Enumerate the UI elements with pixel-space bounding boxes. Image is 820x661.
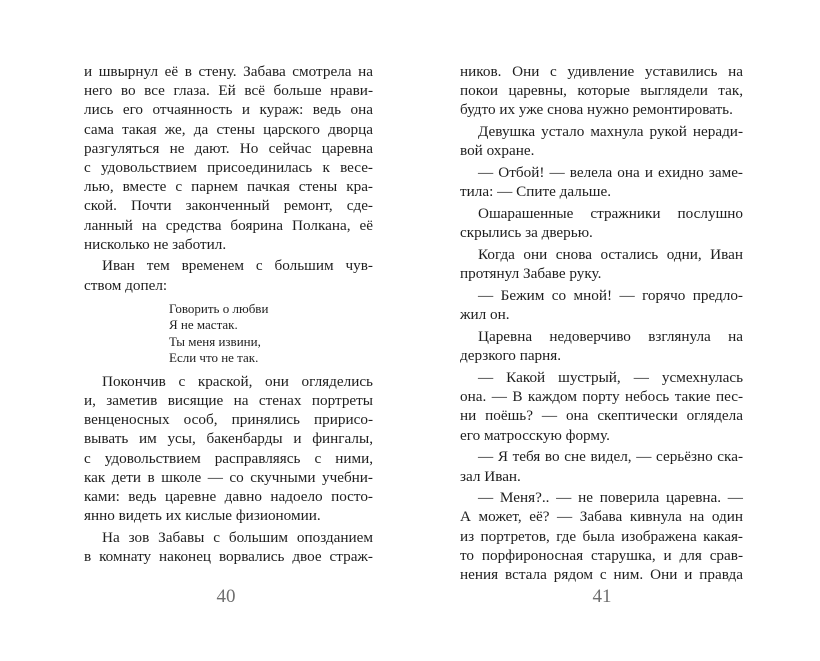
paragraph — [460, 286, 743, 324]
text-line: с удовольствием присоединилась к весе- — [84, 158, 373, 176]
text-line: На зов Забавы с большим опозданием — [102, 528, 373, 546]
paragraph — [460, 62, 743, 120]
text-line: — Какой шустрый, — усмехнулась — [478, 368, 743, 386]
paragraph — [460, 327, 743, 365]
text-line: ников. Они с удивление уставились на — [460, 63, 743, 80]
paragraph — [460, 447, 743, 485]
text-line: из портретов, где была изображена какая- — [460, 527, 743, 545]
text-line: зал Иван. — [460, 467, 521, 485]
text-line: вывать им усы, бакенбарды и фингалы, — [84, 430, 373, 448]
right-page-text — [460, 62, 743, 587]
poem-line: Ты меня извини, — [169, 333, 261, 349]
paragraph — [460, 368, 743, 445]
text-line: Когда они снова остались одни, Иван — [478, 246, 743, 264]
text-line: ланный на средства боярина Полкана, её — [84, 216, 373, 234]
text-line: — Отбой! — велела она и ехидно заме- — [478, 164, 743, 182]
poem-line: Если что не так. — [169, 350, 259, 366]
text-line: Иван тем временем с большим чув- — [102, 257, 373, 275]
text-line: в комнату наконец ворвались двое страж- — [84, 548, 373, 566]
text-line: разгуляться не дают. Но сейчас царевна — [84, 139, 373, 157]
text-line: нения встала рядом с ним. Они и правда — [460, 566, 743, 584]
text-line: дерзкого парня. — [460, 347, 562, 365]
text-line: Девушка устало махнула рукой неради- — [478, 123, 743, 141]
text-line: него во все глаза. Ей всё больше нрави- — [84, 82, 373, 100]
poem-stanza — [169, 301, 373, 367]
text-line: с удовольствием расправляясь с ними, — [84, 449, 373, 467]
paragraph — [460, 204, 743, 242]
page-number-left: 40 — [216, 586, 236, 607]
paragraph — [84, 528, 373, 566]
text-line: она. — В каждом порту небось такие пес- — [460, 388, 743, 406]
text-line: ством допел: — [84, 276, 168, 294]
text-line: Покончив с краской, они огляделись — [102, 372, 373, 390]
text-line: ками: ведь царевне давно надоело посто- — [84, 487, 373, 505]
text-line: и, заметив висящие на стенах портреты — [84, 392, 373, 410]
text-line: вой охране. — [460, 142, 535, 160]
paragraph — [460, 245, 743, 283]
text-line: протянул Забаве руку. — [460, 265, 602, 283]
text-line: Ошарашенные стражники послушно — [478, 205, 743, 223]
paragraph — [460, 122, 743, 160]
text-line: венценосных особ, принялись пририсо- — [84, 411, 373, 429]
poem-line: Говорить о любви — [169, 300, 269, 316]
text-line: А может, её? — Забава кивнула на один — [460, 508, 743, 526]
text-line: — Бежим со мной! — горячо предло- — [478, 287, 743, 305]
paragraph — [84, 372, 373, 526]
text-line: скрылись за дверью. — [460, 224, 593, 242]
paragraph — [84, 62, 373, 254]
page-number-right: 41 — [592, 586, 612, 607]
text-line: сама такая же, да стены царского дворца — [84, 120, 373, 138]
left-page-text — [84, 62, 373, 569]
paragraph — [460, 163, 743, 201]
text-line: — Я тебя во сне видел, — серьёзно ска- — [478, 448, 743, 466]
text-line: ни поёшь? — она скептически оглядела — [460, 407, 743, 425]
text-line: тила: — Спите дальше. — [460, 183, 611, 201]
text-line: — Меня?.. — не поверила царевна. — — [478, 489, 743, 507]
text-line: жил он. — [460, 306, 510, 324]
paragraph — [460, 488, 743, 584]
paragraph — [84, 256, 373, 294]
text-line: лись его отчаянность и кураж: ведь она — [84, 101, 373, 119]
text-line: нисколько не заботил. — [84, 235, 227, 253]
poem-line: Я не мастак. — [169, 317, 238, 333]
text-line: его матросскую форму. — [460, 426, 610, 444]
text-line: как дети в школе — со скучными учебни- — [84, 468, 373, 486]
text-line: то порфироносная старушка, и для срав- — [460, 546, 743, 564]
text-line: покои царевны, которые выглядели так, — [460, 82, 743, 100]
text-line: будто их уже снова нужно ремонтировать. — [460, 101, 733, 119]
text-line: янно видеть их кислые физиономии. — [84, 507, 321, 525]
text-line: лью, вместе с парнем пачкая стены кра- — [84, 178, 373, 196]
text-line: и швырнул её в стену. Забава смотрела на — [84, 63, 373, 80]
text-line: ской. Почти законченный ремонт, сде- — [84, 197, 373, 215]
text-line: Царевна недоверчиво взглянула на — [478, 328, 743, 345]
